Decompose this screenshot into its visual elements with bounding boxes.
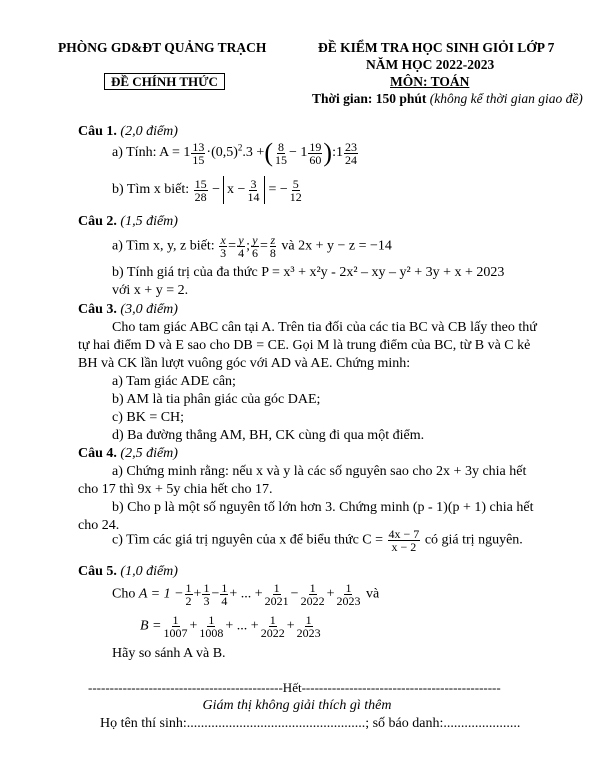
- question-3b: b) AM là tia phân giác của góc DAE;: [112, 392, 321, 407]
- question-4-heading: Câu 4. (2,5 điểm): [78, 446, 178, 461]
- question-3-text-3: BH và CK lần lượt vuông góc với AD và AE. Chứng minh:: [78, 356, 411, 371]
- question-3c: c) BK = CH;: [112, 410, 185, 425]
- question-4b-line2: cho 24.: [78, 518, 120, 533]
- department-name: PHÒNG GD&ĐT QUẢNG TRẠCH: [58, 40, 267, 55]
- time-allowed: Thời gian: 150 phút (không kể thời gian giao đề): [312, 91, 583, 106]
- question-4a-line2: cho 17 thì 9x + 5y chia hết cho 17.: [78, 482, 273, 497]
- question-5-compare: Hãy so sánh A và B.: [112, 646, 226, 661]
- official-badge: ĐỀ CHÍNH THỨC: [104, 74, 225, 90]
- question-3-heading: Câu 3. (3,0 điểm): [78, 302, 178, 317]
- question-4a-line1: a) Chứng minh rằng: nếu x và y là các số nguyên sao cho 2x + 3y chia hết: [112, 464, 527, 479]
- question-3a: a) Tam giác ADE cân;: [112, 374, 236, 389]
- question-3d: d) Ba đường thẳng AM, BH, CK cùng đi qua một điểm.: [112, 428, 425, 443]
- exam-title: ĐỀ KIỂM TRA HỌC SINH GIỎI LỚP 7: [318, 40, 555, 55]
- question-5-heading: Câu 5. (1,0 điểm): [78, 564, 178, 579]
- school-year: NĂM HỌC 2022-2023: [366, 57, 495, 72]
- end-marker: ---------------------------------------------Hết----------------------------------------------: [88, 680, 501, 695]
- subject: MÔN: TOÁN: [390, 74, 470, 89]
- question-3-text-2: tự hai điểm D và E sao cho DB = CE. Gọi M là trung điểm của BC, từ B và C kẻ: [78, 338, 531, 353]
- question-1-heading: Câu 1. (2,0 điểm): [78, 124, 178, 139]
- question-1b: b) Tìm x biết: $\frac{15}{28}$ − x − $\frac{3}{14}$ = − $\frac{5}{12}$: [112, 176, 302, 204]
- proctor-note: Giám thị không giải thích gì thêm: [202, 698, 392, 713]
- expression-b: B = $\frac{1}{1007}$ + $\frac{1}{1008}$ + ... + $\frac{1}{2022}$ + $\frac{1}{2023}$: [140, 613, 321, 640]
- question-4c: c) Tìm các giá trị nguyên của x để biểu thức C = $\frac{4x - 7}{x - 2}$ có giá trị nguyên.: [112, 527, 523, 554]
- question-2-heading: Câu 2. (1,5 điểm): [78, 214, 178, 229]
- question-3-text-1: Cho tam giác ABC cân tại A. Trên tia đối của các tia BC và CB lấy theo thứ: [112, 320, 537, 335]
- expression-a: Cho A = 1 − $\frac{1}{2}$ + $\frac{1}{3}$ − $\frac{1}{4}$ + ... + $\frac{1}{2021}$ − $\frac{1}{2022}$ + $\frac{1}{2023}$ và: [112, 581, 380, 608]
- question-1a: a) Tính: A = 1 $\frac{13}{15}$ $\cdot(0,5)^2.3$ +( $\frac{8}{15}$ − 1 $\frac{19}{60}$ ):1 $\frac{23}{24}$: [112, 138, 357, 167]
- question-2b-line2: với x + y = 2.: [112, 283, 189, 298]
- candidate-info-line: Họ tên thí sinh:...................................................; số báo danh:......................: [100, 716, 521, 731]
- question-4b-line1: b) Cho p là một số nguyên tố lớn hơn 3. Chứng minh (p - 1)(p + 1) chia hết: [112, 500, 534, 515]
- question-2b-line1: b) Tính giá trị của đa thức P = x³ + x²y - 2x² – xy – y² + 3y + x + 2023: [112, 265, 505, 280]
- question-2a: a) Tìm x, y, z biết: $\frac{x}{3}$ = $\frac{y}{4}$ ; $\frac{y}{6}$ = $\frac{z}{8}$ và 2x + y − z = −14: [112, 233, 392, 260]
